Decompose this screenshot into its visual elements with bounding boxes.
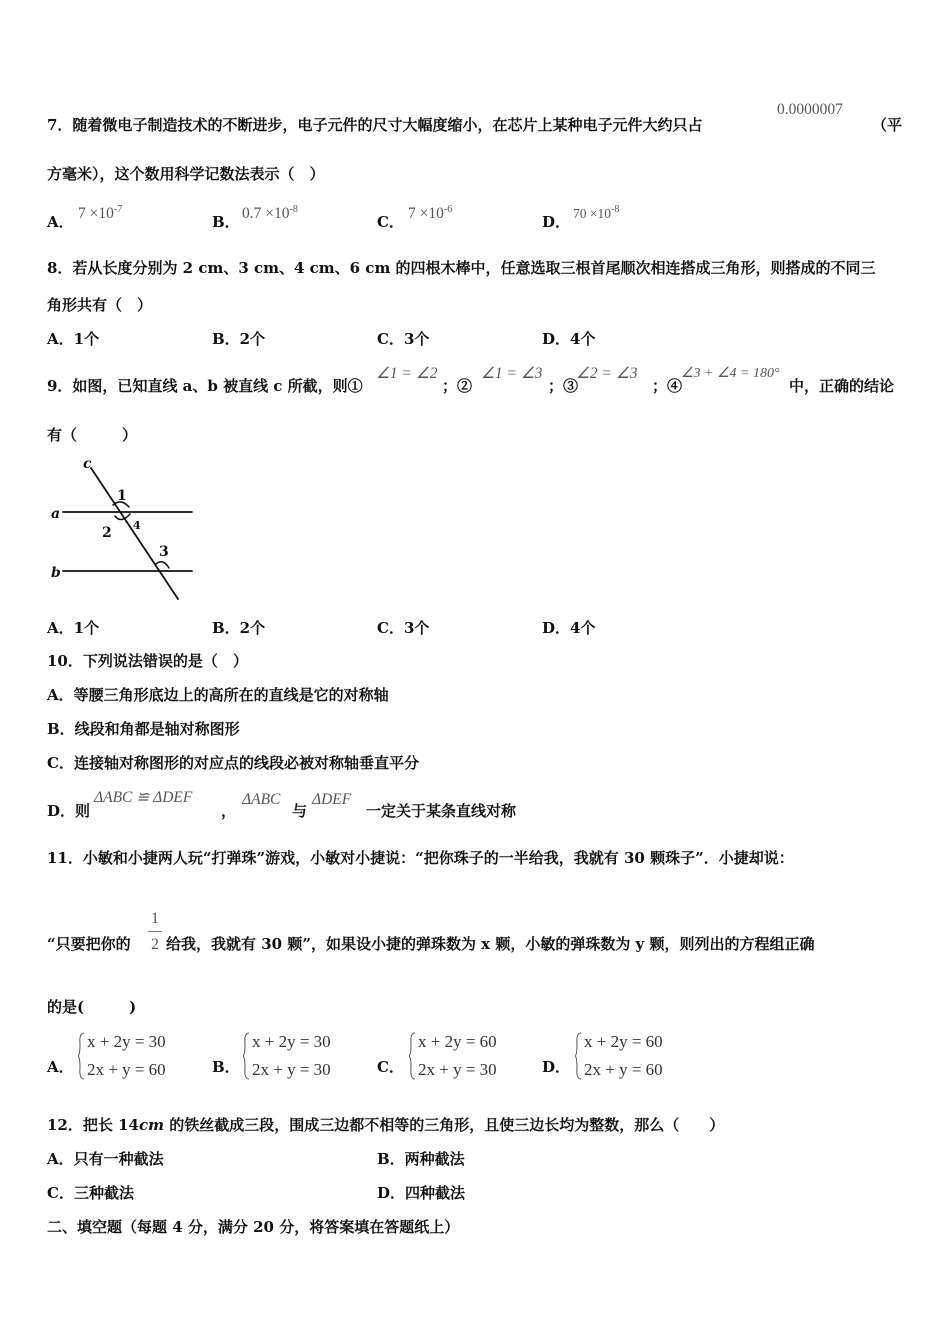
q10-option-d-suffix: 一定关于某条直线对称 — [366, 802, 517, 820]
q9-sep-2: ；③ — [548, 377, 579, 395]
q7-option-d[interactable] — [542, 212, 570, 232]
equation-1: x + 2y = 30 — [87, 1032, 166, 1051]
q12-option-a[interactable]: A．只有一种截法 — [47, 1150, 164, 1168]
q12-option-c[interactable]: C．三种截法 — [47, 1184, 134, 1202]
q9-sep-3: ；④ — [652, 377, 683, 395]
option-label: C． — [377, 213, 404, 231]
q11-option-c-system — [409, 1028, 497, 1084]
q10-option-d-expr2: ΔABC — [242, 791, 281, 808]
q12-stem: 12．把长 14cm 的铁丝截成三段，围成三边都不相等的三角形，且使三边长均为整数，那么（ ） — [47, 1116, 725, 1134]
q7-option-b-expr: $0.7 \times 10^{-8}$ — [242, 204, 298, 222]
equation-1: x + 2y = 60 — [584, 1032, 663, 1051]
q11-option-a-system — [78, 1028, 166, 1084]
q9-statement-1: ∠1 = ∠2 — [376, 365, 438, 382]
q9-option-d[interactable]: D．4个 — [542, 619, 596, 637]
q11-option-d-label[interactable]: D． — [542, 1058, 571, 1076]
q8-option-a[interactable]: A．1个 — [47, 330, 100, 348]
q11-option-d-system — [575, 1028, 663, 1084]
q11-option-a-label[interactable]: A． — [47, 1058, 74, 1076]
equation-2: 2x + y = 30 — [418, 1060, 497, 1079]
q10-option-d-expr3: ΔDEF — [312, 791, 352, 808]
q11-line1: 11．小敏和小捷两人玩“打弹珠”游戏，小敏对小捷说：“把你珠子的一半给我，我就有 30 颗珠子”．小捷却说： — [47, 849, 794, 867]
q10-option-b[interactable]: B．线段和角都是轴对称图形 — [47, 720, 240, 738]
q8-option-b[interactable]: B．2个 — [212, 330, 266, 348]
equation-2: 2x + y = 60 — [87, 1060, 166, 1079]
q9-option-a[interactable]: A．1个 — [47, 619, 100, 637]
q7-line1-end: （平 — [872, 116, 903, 134]
q9-statement-4: ∠3 + ∠4 = 180° — [681, 366, 780, 381]
q12-option-b[interactable]: B．两种截法 — [377, 1150, 465, 1168]
option-label: D． — [542, 213, 571, 231]
label-b: b — [51, 565, 61, 581]
label-2: 2 — [102, 525, 112, 541]
equation-1: x + 2y = 60 — [418, 1032, 497, 1051]
q7-line1: 7．随着微电子制造技术的不断进步，电子元件的尺寸大幅度缩小，在芯片上某种电子元件大约只占 — [47, 116, 703, 134]
q11-line2-suffix: 给我，我就有 30 颗”，如果设小捷的弹珠数为 x 颗，小敏的弹珠数为 y 颗，则列出的方程组正确 — [166, 935, 815, 953]
q7-option-c[interactable] — [377, 212, 404, 232]
q8-option-d[interactable]: D．4个 — [542, 330, 596, 348]
q8-line2: 角形共有（ ） — [47, 296, 153, 314]
fraction-denominator: 2 — [151, 936, 159, 953]
label-3: 3 — [159, 544, 169, 560]
q12-option-d[interactable]: D．四种截法 — [377, 1184, 466, 1202]
q11-line2-prefix: “只要把你的 — [47, 935, 131, 953]
label-4: 4 — [133, 519, 141, 532]
q11-option-b-label[interactable]: B． — [212, 1058, 240, 1076]
option-label: B． — [212, 213, 240, 231]
q9-line2: 有（ ） — [47, 426, 138, 444]
brace-icon — [243, 1032, 249, 1080]
section-2-heading: 二、填空题（每题 4 分，满分 20 分，将答案填在答题纸上） — [47, 1218, 460, 1236]
brace-icon — [78, 1032, 84, 1080]
q10-option-d-comma: ， — [221, 802, 237, 820]
q9-option-b[interactable]: B．2个 — [212, 619, 266, 637]
q9-statement-2: ∠1 = ∠3 — [481, 365, 543, 382]
q9-option-c[interactable]: C．3个 — [377, 619, 430, 637]
q7-line2: 方毫米），这个数用科学记数法表示（ ） — [47, 165, 325, 183]
q9-suffix: 中，正确的结论 — [789, 377, 895, 395]
q10-option-d-prefix[interactable]: D．则 — [47, 802, 91, 820]
q11-line3: 的是( ) — [47, 998, 137, 1016]
equation-2: 2x + y = 60 — [584, 1060, 663, 1079]
q7-option-c-expr: $7 \times 10^{-6}$ — [408, 204, 453, 222]
q10-option-a[interactable]: A．等腰三角形底边上的高所在的直线是它的对称轴 — [47, 686, 389, 704]
q11-option-c-label[interactable]: C． — [377, 1058, 404, 1076]
equation-2: 2x + y = 30 — [252, 1060, 331, 1079]
q11-option-b-system — [243, 1028, 331, 1084]
q10-option-d-with: 与 — [292, 802, 308, 820]
label-c: c — [83, 456, 92, 472]
label-a: a — [51, 506, 61, 522]
brace-icon — [575, 1032, 581, 1080]
q7-option-a[interactable] — [47, 212, 74, 232]
equation-1: x + 2y = 30 — [252, 1032, 331, 1051]
q7-option-d-expr: $70 \times 10^{-8}$ — [573, 204, 620, 221]
q9-figure — [45, 452, 205, 607]
q7-option-a-expr: $7 \times 10^{-7}$ — [78, 204, 123, 222]
fraction-bar — [148, 931, 162, 932]
q8-option-c[interactable]: C．3个 — [377, 330, 430, 348]
q10-option-d-expr1: ΔABC ≌ ΔDEF — [94, 789, 193, 806]
label-1: 1 — [117, 488, 127, 504]
option-label: A． — [47, 213, 74, 231]
q11-fraction — [148, 908, 162, 956]
q7-option-b[interactable] — [212, 212, 240, 232]
q10-option-c[interactable]: C．连接轴对称图形的对应点的线段必被对称轴垂直平分 — [47, 754, 419, 772]
fraction-numerator: 1 — [151, 910, 159, 927]
q10-stem: 10．下列说法错误的是（ ） — [47, 652, 248, 670]
brace-icon — [409, 1032, 415, 1080]
q9-statement-3: ∠2 = ∠3 — [576, 365, 638, 382]
q9-prefix: 9．如图，已知直线 a、b 被直线 c 所截，则① — [47, 377, 363, 395]
q9-sep-1: ；② — [442, 377, 473, 395]
q7-value: 0.0000007 — [777, 101, 843, 118]
q8-line1: 8．若从长度分别为 2 cm、3 cm、4 cm、6 cm 的四根木棒中，任意选取三根首尾顺次相连搭成三角形，则搭成的不同三 — [47, 259, 876, 277]
